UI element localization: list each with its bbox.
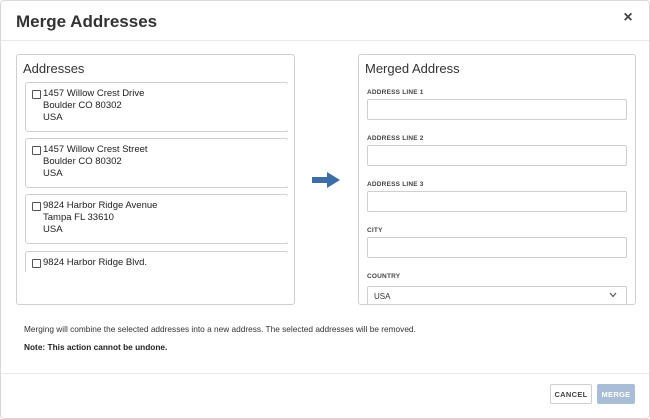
address-line-2: Boulder CO 80302 (43, 156, 122, 167)
addresses-panel (16, 54, 295, 305)
address-card[interactable] (25, 138, 288, 188)
dialog-title: Merge Addresses (16, 12, 158, 31)
merge-button[interactable]: MERGE (597, 384, 635, 404)
address-line-3-input[interactable] (367, 191, 627, 212)
addresses-panel-title: Addresses (23, 61, 85, 76)
arrow-right-icon (312, 172, 340, 188)
address-card[interactable] (25, 194, 288, 244)
address-card[interactable] (25, 82, 288, 132)
address-line-1-label: ADDRESS LINE 1 (367, 89, 424, 96)
country-label: COUNTRY (367, 273, 401, 280)
address-line-2-label: ADDRESS LINE 2 (367, 135, 424, 142)
address-line-2: Boulder CO 80302 (43, 100, 122, 111)
merged-panel-title: Merged Address (365, 61, 460, 76)
address-checkbox[interactable] (32, 259, 41, 268)
address-line-3: USA (43, 224, 63, 235)
close-icon: × (623, 9, 633, 26)
close-button[interactable] (621, 10, 635, 26)
address-line-3: USA (43, 112, 63, 123)
country-select[interactable] (367, 286, 627, 304)
dialog-header (1, 1, 649, 41)
city-label: CITY (367, 227, 383, 234)
address-line-3-label: ADDRESS LINE 3 (367, 181, 424, 188)
address-line-1: 1457 Willow Crest Drive (43, 88, 145, 99)
chevron-down-icon (609, 292, 617, 298)
merge-note-text: Note: This action cannot be undone. (24, 342, 168, 352)
address-line-2-input[interactable] (367, 145, 627, 166)
address-line-2: Tampa FL 33610 (43, 212, 114, 223)
country-select-value: USA (374, 292, 391, 301)
footer-divider (1, 373, 649, 374)
cancel-button[interactable]: CANCEL (550, 384, 592, 404)
address-line-3: USA (43, 168, 63, 179)
address-card[interactable] (25, 251, 288, 272)
merge-info-text: Merging will combine the selected addresses into a new address. The selected addresses will be removed. (24, 324, 416, 334)
city-input[interactable] (367, 237, 627, 258)
address-line-1: 9824 Harbor Ridge Blvd. (43, 257, 148, 268)
address-line-1-input[interactable] (367, 99, 627, 120)
address-checkbox[interactable] (32, 90, 41, 99)
address-line-1: 9824 Harbor Ridge Avenue (43, 200, 158, 211)
address-list[interactable] (25, 82, 288, 272)
address-checkbox[interactable] (32, 202, 41, 211)
address-line-1: 1457 Willow Crest Street (43, 144, 148, 155)
merged-address-panel (358, 54, 636, 305)
address-checkbox[interactable] (32, 146, 41, 155)
